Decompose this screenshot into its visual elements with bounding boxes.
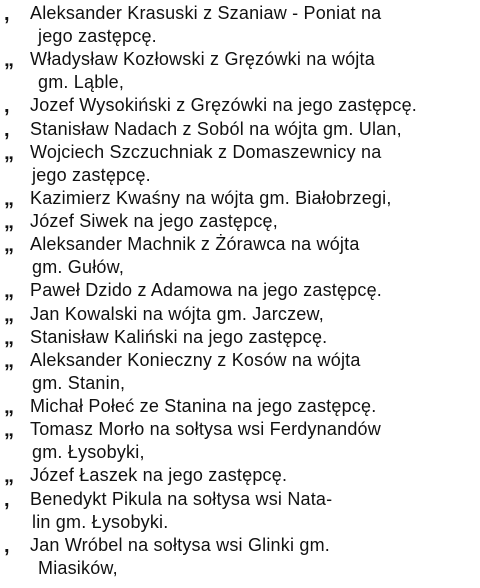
entry-text: Stanisław Nadach z Soból na wójta gm. Ulan, bbox=[30, 119, 402, 139]
list-marker: , bbox=[4, 488, 10, 511]
entry-line bbox=[0, 233, 480, 256]
list-marker: „ bbox=[4, 48, 14, 71]
entry-line bbox=[0, 210, 480, 233]
entry-line bbox=[0, 395, 480, 418]
entry-line bbox=[0, 141, 480, 164]
entry-text: Jan Wróbel na sołtysa wsi Glinki gm. bbox=[30, 535, 330, 555]
entry-continuation bbox=[0, 372, 480, 395]
entry-line bbox=[0, 279, 480, 302]
entry-line bbox=[0, 488, 480, 511]
entry-text: jego zastępcę. bbox=[32, 165, 151, 185]
list-marker: „ bbox=[4, 187, 14, 210]
entry-text: Józef Siwek na jego zastępcę, bbox=[30, 211, 278, 231]
list-marker: , bbox=[4, 2, 10, 25]
list-marker: „ bbox=[4, 210, 14, 233]
entry-text: Michał Połeć ze Stanina na jego zastępcę. bbox=[30, 396, 377, 416]
entry-text: lin gm. Łysobyki. bbox=[32, 512, 169, 532]
entry-text: Stanisław Kaliński na jego zastępcę. bbox=[30, 327, 328, 347]
list-marker: „ bbox=[4, 418, 14, 441]
entry-continuation bbox=[0, 164, 480, 187]
list-marker: „ bbox=[4, 464, 14, 487]
entry-text: gm. Gułów, bbox=[32, 257, 125, 277]
entry-line bbox=[0, 2, 480, 25]
list-marker: , bbox=[4, 94, 10, 117]
entry-text: Aleksander Konieczny z Kosów na wójta bbox=[30, 350, 361, 370]
entry-line bbox=[0, 48, 480, 71]
entry-line bbox=[0, 534, 480, 557]
entry-line bbox=[0, 118, 480, 141]
entry-line bbox=[0, 464, 480, 487]
entry-line bbox=[0, 418, 480, 441]
entry-text: Wojciech Szczuchniak z Domaszewnicy na bbox=[30, 142, 382, 162]
entry-text: Tomasz Morło na sołtysa wsi Ferdynandów bbox=[30, 419, 381, 439]
entry-text: Benedykt Pikula na sołtysa wsi Nata- bbox=[30, 489, 333, 509]
entry-continuation bbox=[0, 71, 480, 94]
entry-continuation bbox=[0, 511, 480, 534]
entry-line bbox=[0, 94, 480, 117]
list-marker: , bbox=[4, 534, 10, 557]
entry-line bbox=[0, 326, 480, 349]
list-marker: „ bbox=[4, 326, 14, 349]
entry-line bbox=[0, 349, 480, 372]
list-marker: , bbox=[4, 118, 10, 141]
list-marker: „ bbox=[4, 141, 14, 164]
list-marker: „ bbox=[4, 303, 14, 326]
entry-text: jego zastępcę. bbox=[38, 26, 157, 46]
entry-continuation bbox=[0, 441, 480, 464]
entry-text: Jan Kowalski na wójta gm. Jarczew, bbox=[30, 304, 324, 324]
entry-text: Jozef Wysokiński z Gręzówki na jego zastępcę. bbox=[30, 95, 417, 115]
list-marker: „ bbox=[4, 349, 14, 372]
entry-continuation bbox=[0, 256, 480, 279]
entry-text: gm. Stanin, bbox=[32, 373, 126, 393]
entry-text: gm. Łysobyki, bbox=[32, 442, 145, 462]
entry-continuation bbox=[0, 25, 480, 48]
entry-text: Władysław Kozłowski z Gręzówki na wójta bbox=[30, 49, 375, 69]
list-marker: „ bbox=[4, 279, 14, 302]
entry-line bbox=[0, 303, 480, 326]
entry-text: Paweł Dzido z Adamowa na jego zastępcę. bbox=[30, 280, 382, 300]
entry-text: gm. Ląble, bbox=[38, 72, 125, 92]
entry-line bbox=[0, 187, 480, 210]
entry-text: Aleksander Machnik z Żórawca na wójta bbox=[30, 234, 360, 254]
entry-text: Kazimierz Kwaśny na wójta gm. Białobrzegi, bbox=[30, 188, 392, 208]
entry-text: Aleksander Krasuski z Szaniaw - Poniat na bbox=[30, 3, 382, 23]
list-marker: „ bbox=[4, 395, 14, 418]
entry-text: Józef Łaszek na jego zastępcę. bbox=[30, 465, 288, 485]
entry-continuation bbox=[0, 557, 480, 580]
entry-text: Miasików, bbox=[38, 558, 118, 578]
list-marker: „ bbox=[4, 233, 14, 256]
